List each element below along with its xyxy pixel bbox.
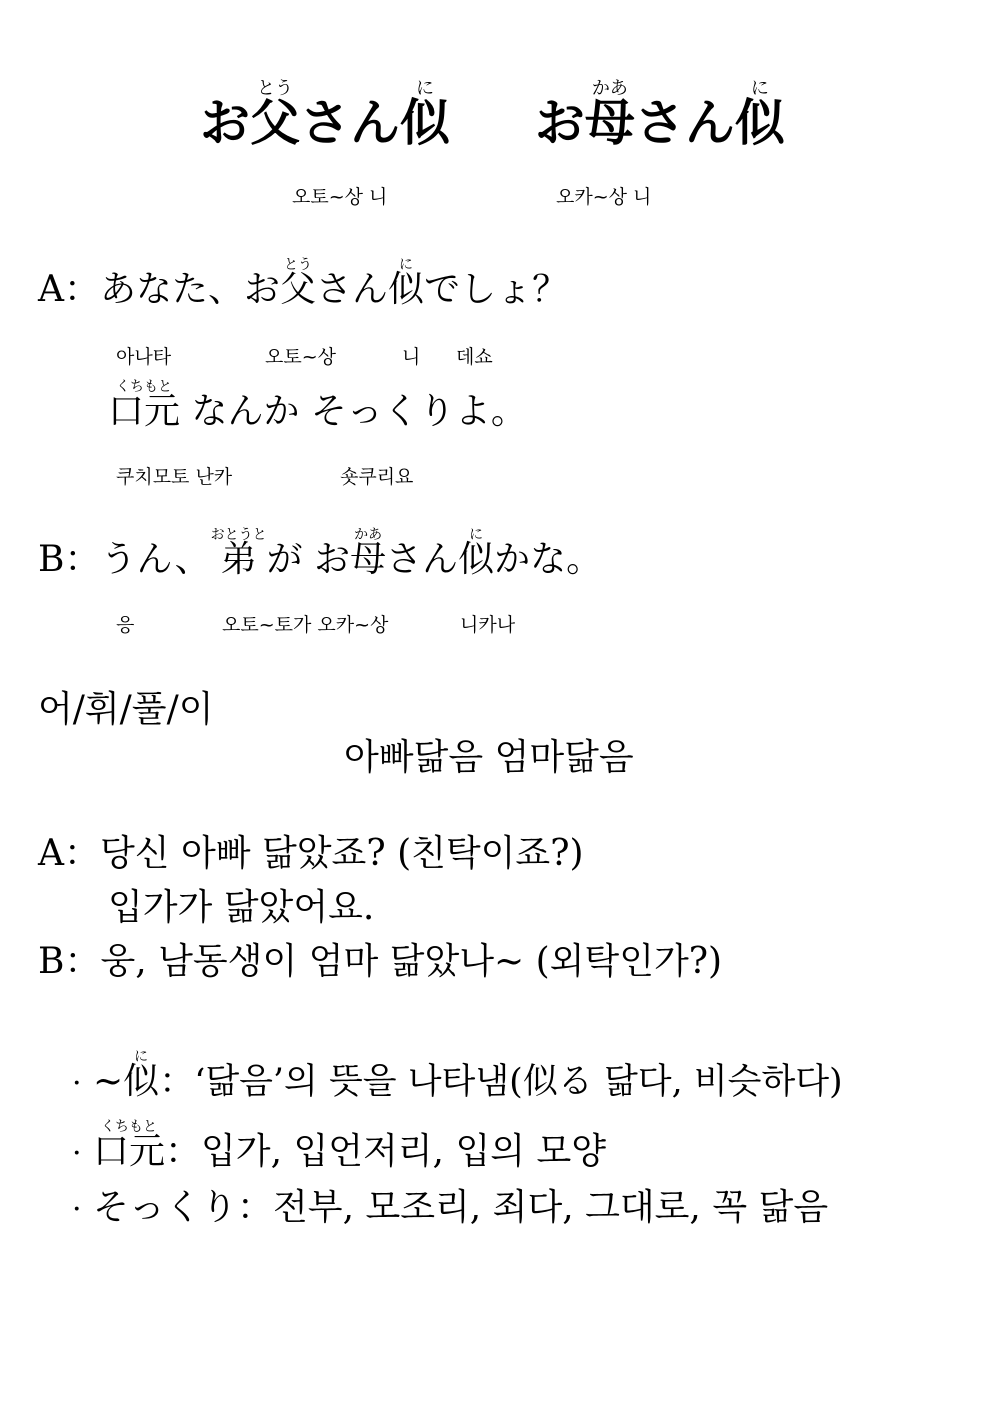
dialogue-a-line2: くちもと 口元 なんか そっくりよ。 bbox=[108, 379, 527, 432]
title-ruby-ni-2: に bbox=[750, 78, 769, 99]
title-pron-1: 오토~상 니 bbox=[292, 186, 388, 208]
b-line1-pron-3: 니카나 bbox=[460, 614, 516, 636]
title-o-1: お bbox=[200, 93, 250, 152]
title-kanji-mother: かあ 母 bbox=[584, 78, 635, 152]
kanji-otouto: おとうと 弟 bbox=[210, 527, 267, 580]
b-line1-pron-1: 응 bbox=[116, 614, 135, 636]
title-kanji-ni-1: に 似 bbox=[400, 78, 450, 152]
bullet: · bbox=[72, 1136, 82, 1171]
kanji-mother: かあ 母 bbox=[350, 527, 387, 580]
ko-dialogue-a-line2: 입가가 닮았어요. bbox=[108, 887, 375, 928]
title-ruby-ni-1: に bbox=[416, 78, 434, 99]
vocab-item-ni: · ~ に 似：‘닮음’의 뜻을 나타냄(似る 닮다, 비슷하다) bbox=[72, 1049, 843, 1102]
vocab-item-sokkuri: · そっくり：전부, 모조리, 죄다, 그대로, 꼭 닮음 bbox=[72, 1187, 829, 1228]
a-line1-pron-1: 아나타 bbox=[116, 346, 172, 368]
kanji-ni-b: に 似 bbox=[458, 527, 495, 580]
title-ruby-tou: とう bbox=[257, 78, 293, 99]
ko-dialogue-a-line1: A：당신 아빠 닮았죠? (친탁이죠?) bbox=[38, 833, 584, 874]
a-line2-pron-1: 쿠치모토 난카 bbox=[116, 466, 233, 488]
page-title bbox=[200, 78, 785, 152]
vocab-item-kuchimoto: · くちもと 口元：입가, 입언저리, 입의 모양 bbox=[72, 1119, 606, 1172]
a-line1-pron-2: 오토~상 bbox=[265, 346, 336, 368]
bullet: · bbox=[72, 1066, 82, 1101]
dialogue-b-line1: B：うん、 おとうと 弟 が お かあ 母さん に 似かな。 bbox=[38, 527, 603, 580]
title-kanji-father: とう 父 bbox=[250, 78, 300, 152]
title-o-2: お bbox=[534, 93, 585, 152]
ko-dialogue-b-line1: B：웅, 남동생이 엄마 닮았나~ (외탁인가?) bbox=[38, 941, 723, 982]
title-kanji-ni-2: に 似 bbox=[734, 78, 785, 152]
bullet: · bbox=[72, 1192, 82, 1227]
kanji-kuchimoto: くちもと 口元 bbox=[108, 379, 181, 432]
title-san-2: さん bbox=[634, 93, 735, 152]
translation-title: 아빠닮음 엄마닮음 bbox=[344, 737, 634, 778]
b-line1-pron-2: 오토~토가 오카~상 bbox=[222, 614, 389, 636]
vocab-heading: 어/휘/풀/이 bbox=[38, 689, 214, 730]
a-line1-pron-3: 니 bbox=[402, 346, 421, 368]
speaker-b-label: B： bbox=[38, 539, 101, 580]
kanji-father: とう 父 bbox=[280, 257, 317, 310]
title-pron-2: 오카~상 니 bbox=[556, 186, 652, 208]
vocab-kanji-ni: に 似 bbox=[123, 1049, 160, 1102]
ko-speaker-b-label: B： bbox=[38, 941, 101, 982]
vocab-kanji-kuchimoto: くちもと 口元 bbox=[93, 1119, 166, 1172]
speaker-a-label: A： bbox=[38, 269, 100, 310]
kanji-ni: に 似 bbox=[388, 257, 425, 310]
a-line1-pron-4: 데쇼 bbox=[456, 346, 493, 368]
title-ruby-kaa: かあ bbox=[591, 78, 628, 99]
a-line2-pron-2: 숏쿠리요 bbox=[340, 466, 414, 488]
title-san-1: さん bbox=[300, 93, 400, 152]
ko-speaker-a-label: A： bbox=[38, 833, 100, 874]
dialogue-a-line1: A：あなた、お とう 父さん に 似でしょ？ bbox=[38, 257, 569, 310]
